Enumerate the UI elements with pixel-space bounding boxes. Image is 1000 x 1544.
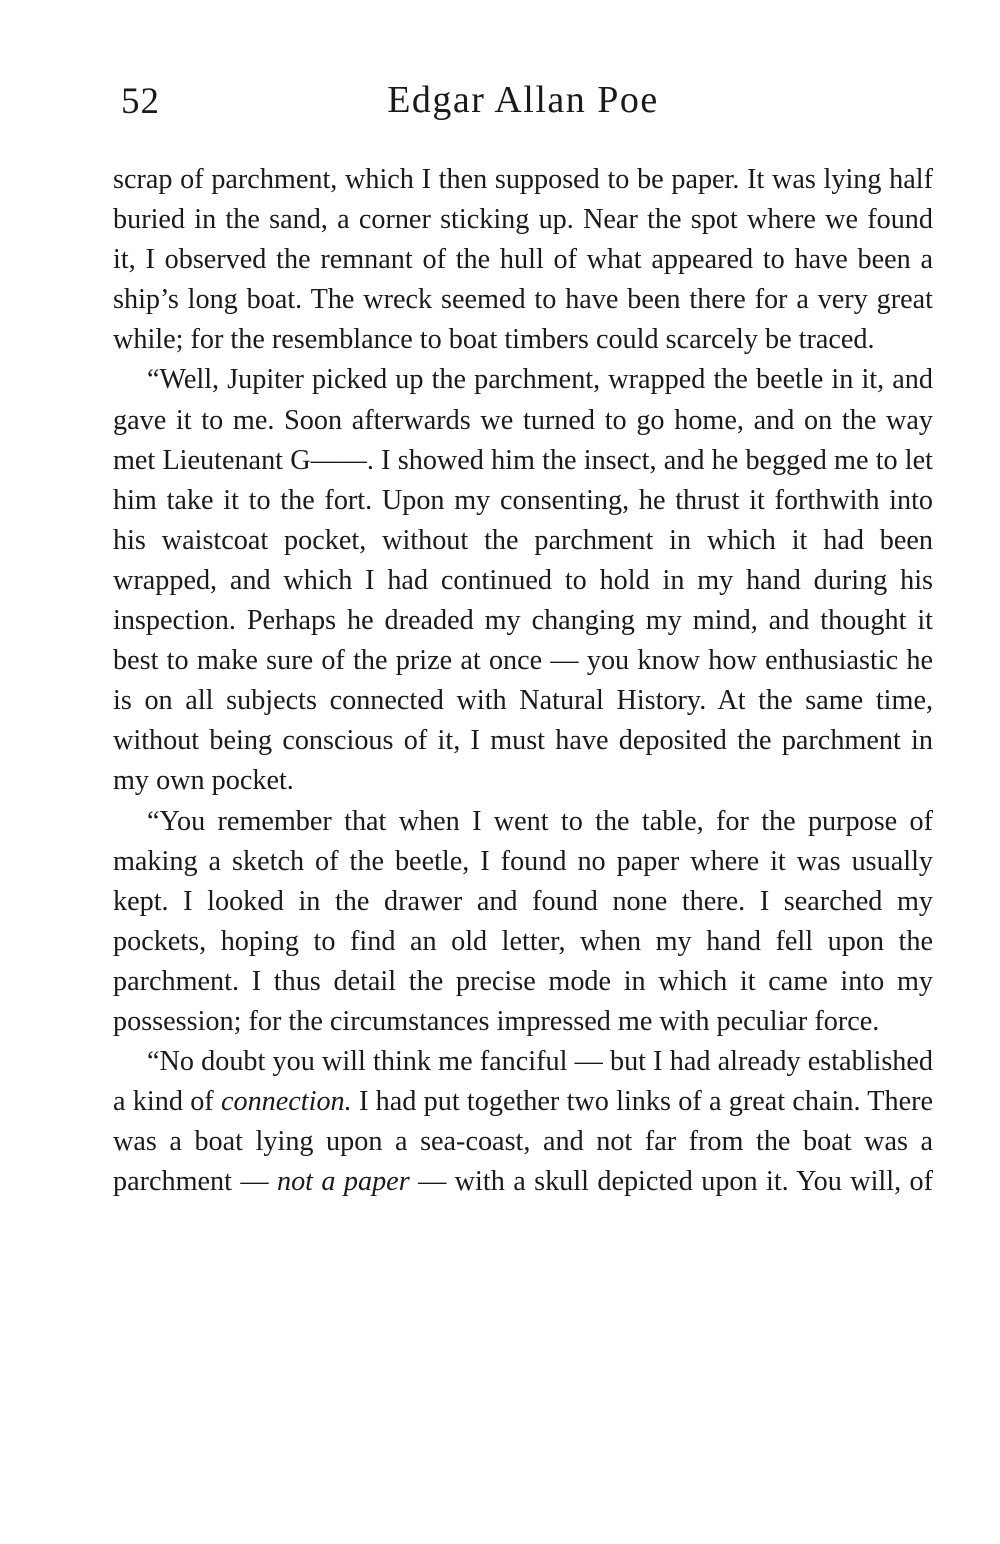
italic-connection: connection. <box>220 1086 352 1118</box>
page-number: 52 <box>121 81 160 122</box>
paragraph-jupiter: “Well, Jupiter picked up the parchment, wrapped the beetle in it, and gave it to me. Soon afterwards we turned to go home, and on the way met Lieutenant G——. I showed him the insect, and he begged me to let him take it to the fort. Upon my consenting, he thrust it forthwith into his waistcoat pocket, without the parchment in which it had been wrapped, and which I had continued to hold in my hand during his inspection. Perhaps he dreaded my changing my mind, and thought it best to make sure of the prize at once — you know how enthusiastic he is on all subjects connected with Natural History. At the same time, without being conscious of it, I must have deposited the parchment in my own pocket. <box>113 364 933 797</box>
italic-not-a-paper: not a paper <box>276 1166 410 1198</box>
text-segment: I had put together two links of a great chain. There was a boat lying upon a sea-coast, and not far from the boat was a parchment — <box>113 1086 933 1198</box>
body-text <box>113 160 933 1202</box>
running-head <box>113 70 933 132</box>
text-segment: — with a skull depicted upon it. You will, of <box>409 1166 934 1198</box>
running-title: Edgar Allan Poe <box>387 79 659 121</box>
text-segment: “No doubt you will think me fanciful — but I had already established a kind of <box>113 1046 933 1118</box>
page-content <box>113 70 933 1202</box>
paragraph-table: “You remember that when I went to the table, for the purpose of making a sketch of the beetle, I found no paper where it was usually kept. I looked in the drawer and found none there. I searched my pockets, hoping to find an old letter, when my hand fell upon the parchment. I thus detail the precise mode in which it came into my possession; for the circumstances impressed me with peculiar force. <box>113 805 933 1037</box>
paragraph-continuation: scrap of parchment, which I then supposed to be paper. It was lying half buried in the sand, a corner sticking up. Near the spot where we found it, I observed the remnant of the hull of what appeared to have been a ship’s long boat. The wreck seemed to have been there for a very great while; for the resemblance to boat timbers could scarcely be traced. <box>113 164 933 356</box>
paragraph-connection <box>113 1042 933 1202</box>
